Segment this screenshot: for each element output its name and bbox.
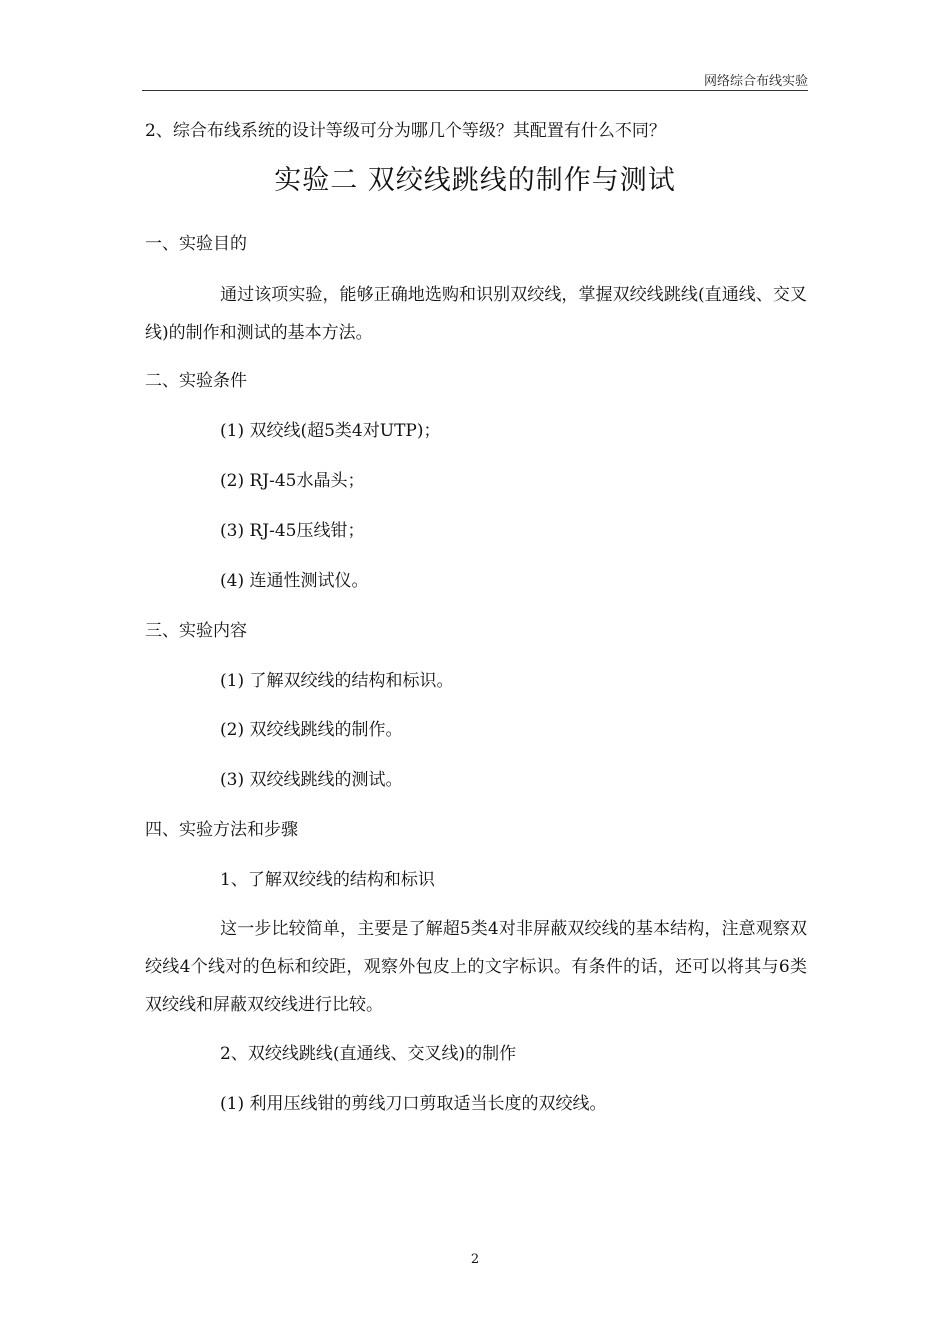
step1-paragraph	[145, 910, 807, 1024]
content-item: (2) 双绞线跳线的制作。	[220, 720, 403, 740]
purpose-text: 通过该项实验，能够正确地选购和识别双绞线，掌握双绞线跳线(直通线、交叉线)的制作和测试的基本方法。	[145, 285, 807, 343]
condition-item: (2) RJ-45水晶头；	[220, 471, 365, 491]
page-number: 2	[470, 1252, 480, 1267]
step2-heading: 2、双绞线跳线(直通线、交叉线)的制作	[220, 1044, 517, 1064]
condition-item: (1) 双绞线(超5类4对UTP)；	[220, 421, 441, 441]
review-question: 2、综合布线系统的设计等级可分为哪几个等级？其配置有什么不同？	[145, 121, 666, 141]
step1-text: 这一步比较简单，主要是了解超5类4对非屏蔽双绞线的基本结构，注意观察双绞线4个线对的色标和绞距，观察外包皮上的文字标识。有条件的话，还可以将其与6类双绞线和屏蔽双绞线进行比较。	[145, 919, 807, 1015]
page-title: 实验二 双绞线跳线的制作与测试	[274, 165, 676, 196]
section-heading-conditions: 二、实验条件	[145, 371, 247, 391]
section-heading-purpose: 一、实验目的	[145, 234, 247, 254]
purpose-paragraph	[145, 276, 807, 352]
condition-item: (4) 连通性测试仪。	[220, 571, 369, 591]
step1-heading: 1、了解双绞线的结构和标识	[220, 870, 435, 890]
running-header: 网络综合布线实验	[703, 74, 808, 89]
header-rule	[142, 90, 808, 91]
section-heading-method: 四、实验方法和步骤	[145, 820, 298, 840]
step2-item: (1) 利用压线钳的剪线刀口剪取适当长度的双绞线。	[220, 1094, 607, 1114]
section-heading-content: 三、实验内容	[145, 621, 247, 641]
content-item: (3) 双绞线跳线的测试。	[220, 770, 403, 790]
content-item: (1) 了解双绞线的结构和标识。	[220, 671, 454, 691]
condition-item: (3) RJ-45压线钳；	[220, 521, 365, 541]
